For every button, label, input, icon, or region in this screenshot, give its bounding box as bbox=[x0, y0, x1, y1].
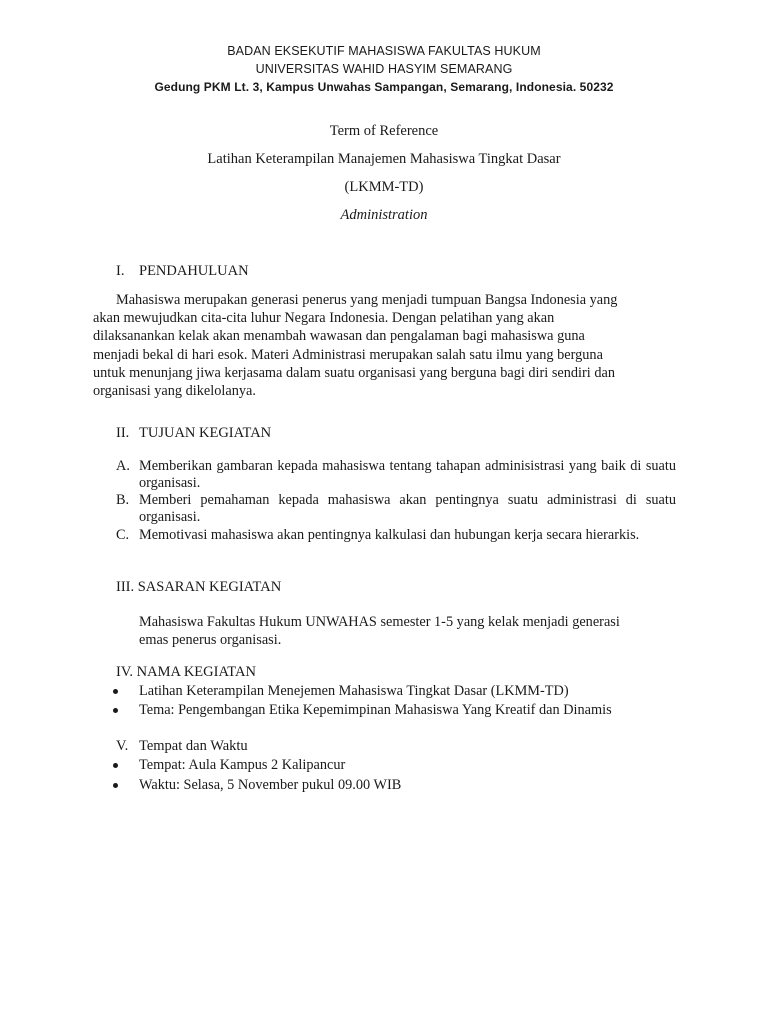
list-item-tujuan-c bbox=[116, 527, 676, 561]
bullet-text: Tempat: Aula Kampus 2 Kalipancur bbox=[139, 757, 346, 773]
paragraph-line: Mahasiswa merupakan generasi penerus yang menjadi tumpuan Bangsa Indonesia yang bbox=[116, 292, 618, 308]
bullet-item bbox=[113, 756, 683, 774]
paragraph-line: organisasi yang dikelolanya. bbox=[93, 383, 256, 400]
section-title: III. SASARAN KEGIATAN bbox=[116, 579, 282, 595]
letterhead-address: Gedung PKM Lt. 3, Kampus Unwahas Sampangan, Semarang, Indonesia. 50232 bbox=[154, 80, 614, 94]
section-heading-sasaran bbox=[116, 578, 516, 596]
paragraph-line: menjadi bekal di hari esok. Materi Administrasi merupakan salah satu ilmu yang berguna bbox=[93, 346, 603, 363]
list-item-text: Memberi pemahaman kepada mahasiswa akan pentingnya suatu administrasi di suatu organisasi. bbox=[139, 492, 676, 525]
list-item-text: Memotivasi mahasiswa akan pentingnya kalkulasi dan hubungan kerja secara hierarkis. bbox=[139, 527, 640, 543]
bullet-item bbox=[113, 682, 683, 700]
letterhead-university: UNIVERSITAS WAHID HASYIM SEMARANG bbox=[255, 62, 513, 76]
section-title: Tempat dan Waktu bbox=[139, 738, 248, 754]
list-item-text: Memberikan gambaran kepada mahasiswa tentang tahapan adminisistrasi yang baik di suatu organisasi. bbox=[139, 458, 676, 491]
bullet-item bbox=[113, 776, 683, 794]
bullet-text: Waktu: Selasa, 5 November pukul 09.00 WIB bbox=[139, 777, 402, 793]
paragraph-pendahuluan bbox=[93, 291, 675, 400]
paragraph-line: untuk menunjang jiwa kerjasama dalam suatu organisasi yang berguna bagi diri sendiri dan bbox=[93, 364, 615, 381]
section-heading-tujuan bbox=[116, 424, 416, 442]
bullet-icon bbox=[113, 783, 118, 788]
section-title: TUJUAN KEGIATAN bbox=[139, 425, 272, 441]
section-heading-tempat bbox=[116, 737, 416, 755]
list-item-label: B. bbox=[116, 492, 130, 508]
section-title: PENDAHULUAN bbox=[139, 263, 249, 279]
paragraph-line: akan mewujudkan cita-cita luhur Negara Indonesia. Dengan pelatihan yang akan bbox=[93, 310, 555, 327]
section-heading-nama bbox=[116, 663, 516, 681]
bullet-icon bbox=[113, 763, 118, 768]
list-item-tujuan-a bbox=[116, 458, 676, 492]
bullet-item bbox=[113, 701, 683, 719]
section-number: V. bbox=[116, 738, 129, 754]
paragraph-line: Mahasiswa Fakultas Hukum UNWAHAS semester 1-5 yang kelak menjadi generasi bbox=[139, 614, 620, 630]
section-number: II. bbox=[116, 425, 130, 441]
section-number: I. bbox=[116, 263, 125, 279]
bullet-text: Tema: Pengembangan Etika Kepemimpinan Mahasiswa Yang Kreatif dan Dinamis bbox=[139, 702, 612, 718]
paragraph-sasaran bbox=[139, 613, 679, 649]
letterhead-organization: BADAN EKSEKUTIF MAHASISWA FAKULTAS HUKUM bbox=[227, 44, 541, 58]
document-title-abbrev: (LKMM-TD) bbox=[344, 179, 424, 195]
bullet-icon bbox=[113, 708, 118, 713]
paragraph-line: dilaksanankan kelak akan menambah wawasan dan pengalaman bagi mahasiswa guna bbox=[93, 328, 585, 345]
section-title: IV. NAMA KEGIATAN bbox=[116, 664, 256, 680]
paragraph-line: emas penerus organisasi. bbox=[139, 632, 282, 649]
bullet-icon bbox=[113, 689, 118, 694]
document-title: Latihan Keterampilan Manajemen Mahasiswa Tingkat Dasar bbox=[207, 151, 561, 167]
bullet-text: Latihan Keterampilan Menejemen Mahasiswa Tingkat Dasar (LKMM-TD) bbox=[139, 683, 569, 699]
list-item-tujuan-b bbox=[116, 492, 676, 526]
document-type: Term of Reference bbox=[329, 123, 439, 139]
document-subject: Administration bbox=[340, 207, 428, 223]
list-item-label: C. bbox=[116, 527, 130, 543]
list-item-label: A. bbox=[116, 458, 130, 474]
section-heading-pendahuluan bbox=[116, 262, 416, 280]
